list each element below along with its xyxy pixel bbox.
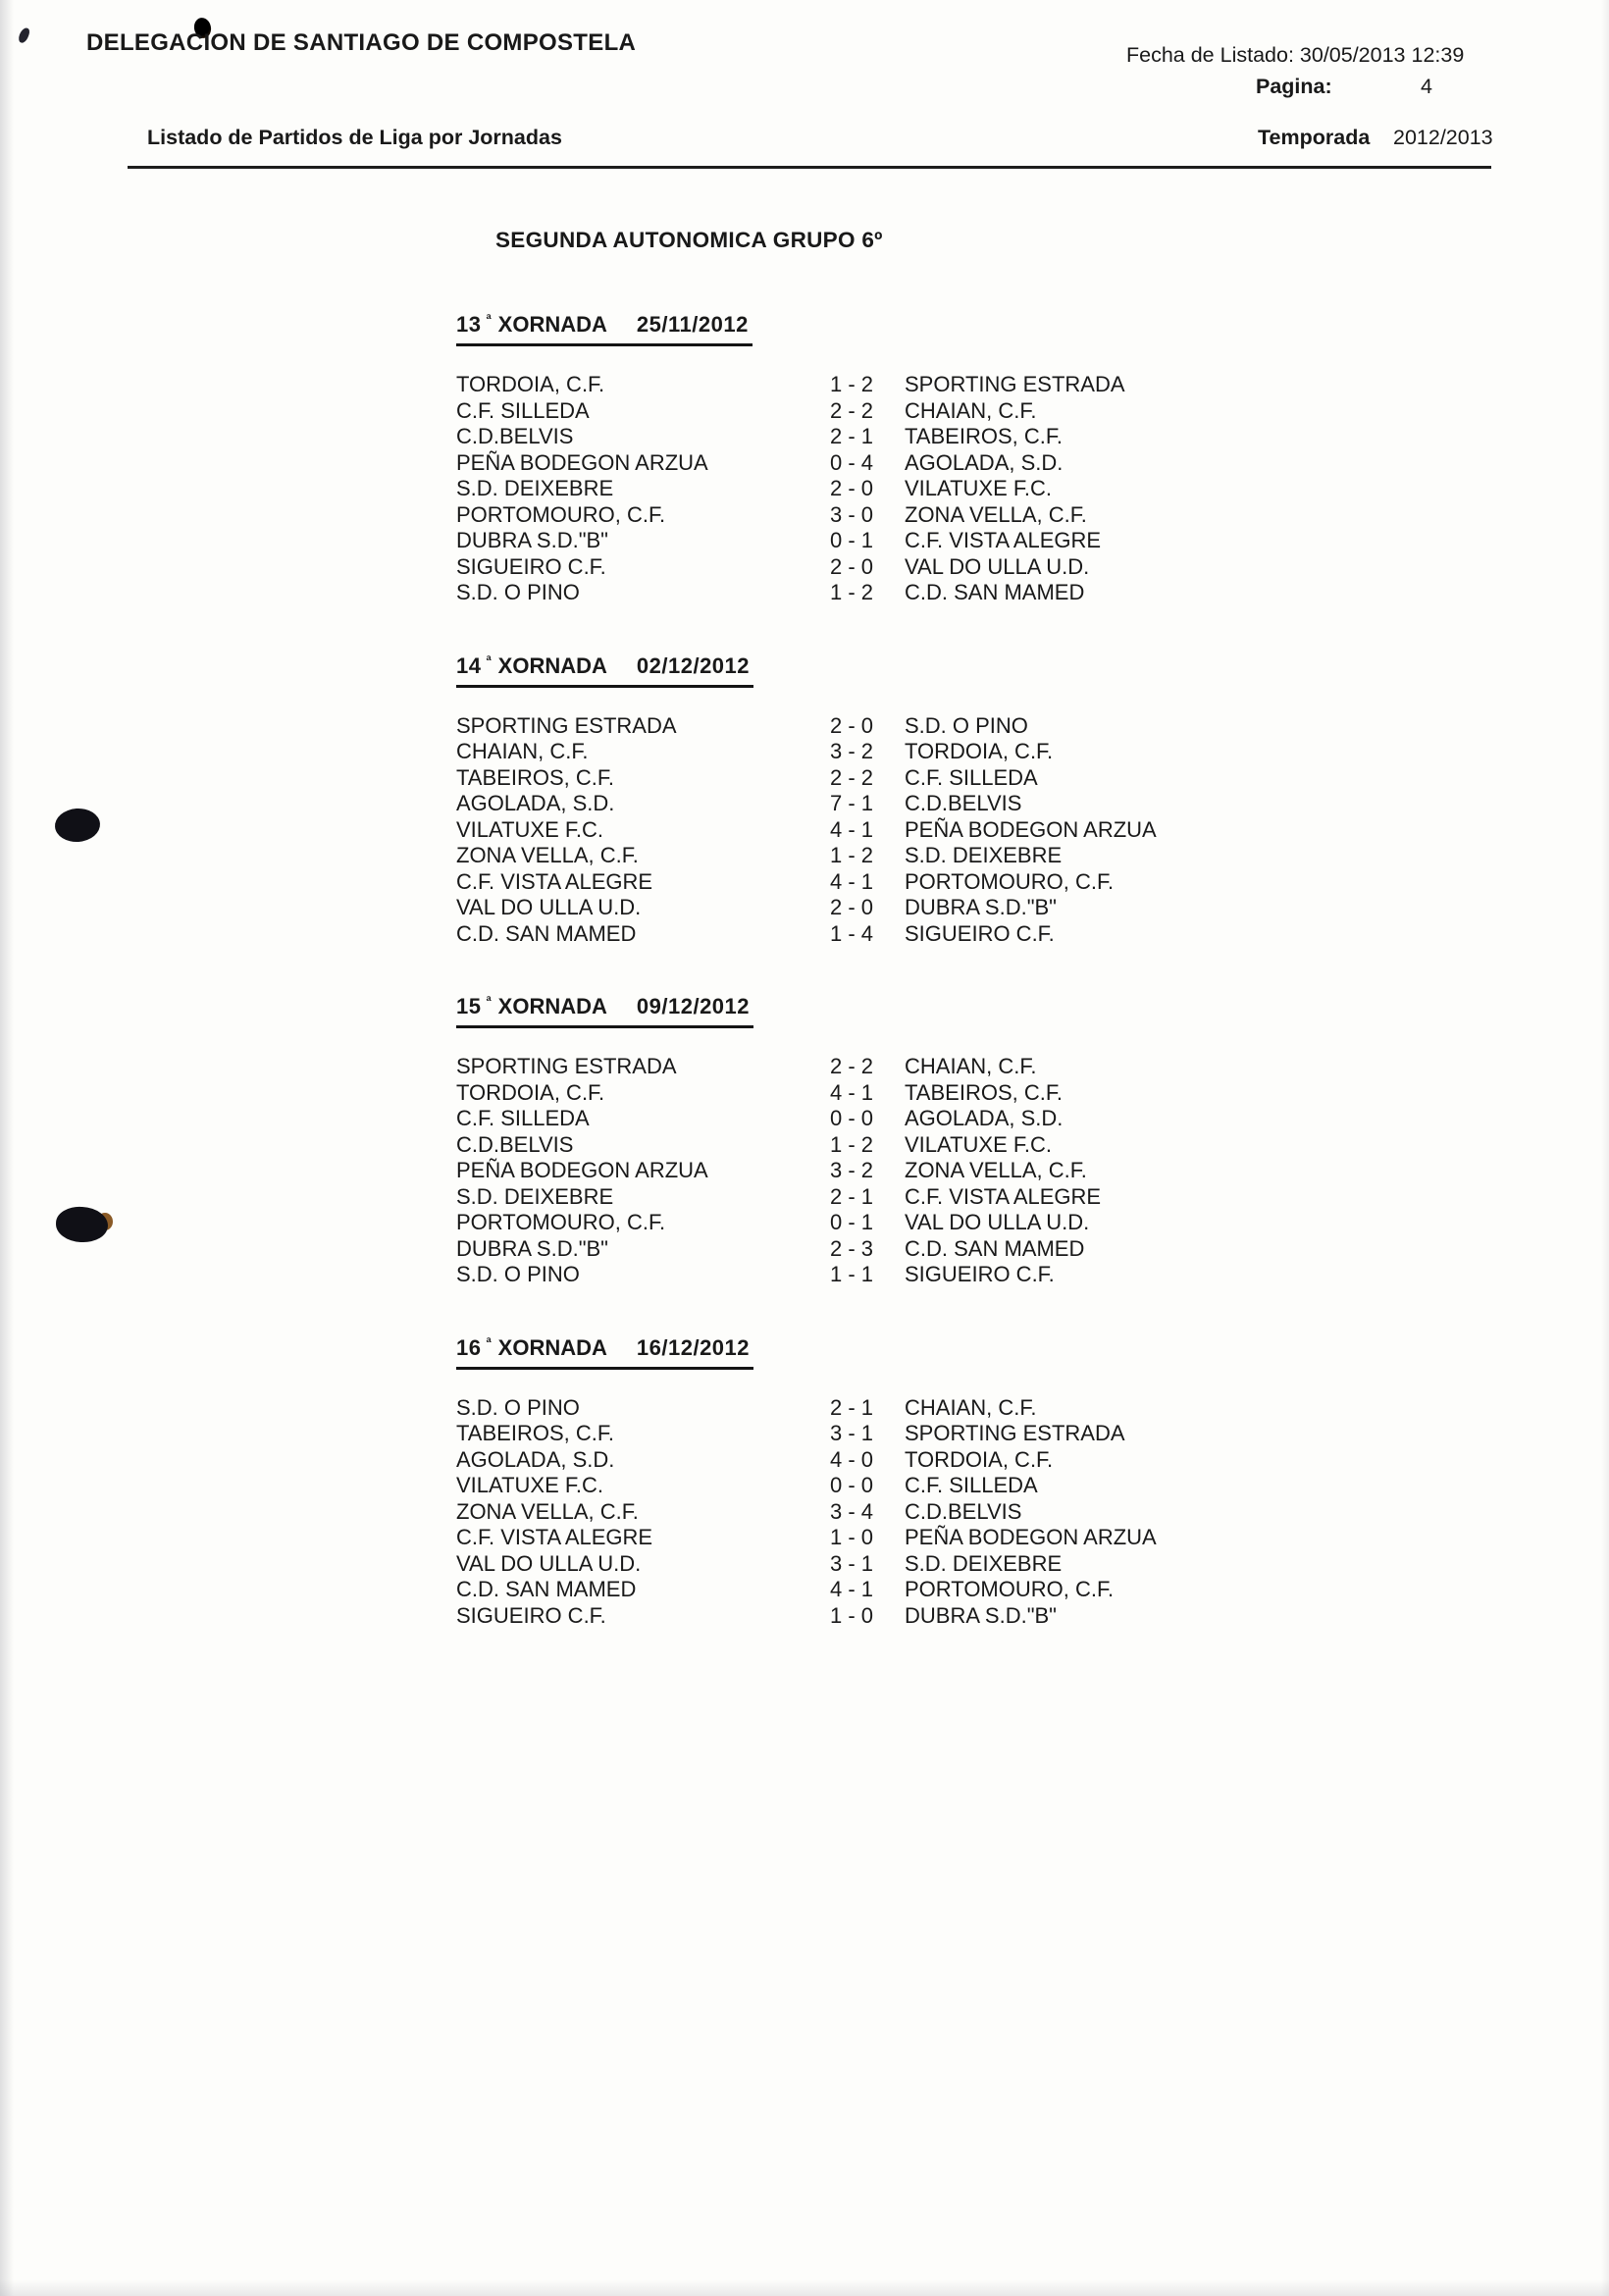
match-score: 4 - 1: [830, 1577, 874, 1601]
away-team: C.D.BELVIS: [905, 791, 1022, 815]
away-team: PEÑA BODEGON ARZUA: [905, 816, 1157, 842]
match-score: 3 - 1: [830, 1550, 874, 1576]
away-team: TABEIROS, C.F.: [905, 1079, 1063, 1105]
away-team: CHAIAN, C.F.: [905, 397, 1037, 423]
match-row: [456, 1525, 1202, 1551]
away-team: SIGUEIRO C.F.: [905, 1262, 1055, 1286]
home-team: S.D. DEIXEBRE: [456, 1183, 614, 1209]
away-team: CHAIAN, C.F.: [905, 1054, 1037, 1078]
match-row: [456, 1184, 1202, 1211]
jornada-label: XORNADA: [497, 652, 607, 678]
away-team: SPORTING ESTRADA: [905, 1421, 1125, 1445]
home-team: C.F. VISTA ALEGRE: [456, 868, 653, 894]
jornada-number: 15: [456, 994, 482, 1018]
match-row: [456, 843, 1202, 869]
away-team: C.F. SILLEDA: [905, 1473, 1038, 1497]
home-team: DUBRA S.D."B": [456, 528, 608, 552]
document-subtitle: Listado de Partidos de Liga por Jornadas: [147, 126, 562, 149]
fecha-listado-line: [1126, 43, 1464, 68]
jornada-date: 25/11/2012: [636, 312, 749, 337]
match-score: 0 - 0: [830, 1473, 874, 1497]
match-score: 1 - 1: [830, 1262, 874, 1286]
match-score: 1 - 2: [830, 372, 874, 396]
home-team: C.F. SILLEDA: [456, 397, 590, 423]
home-team: SPORTING ESTRADA: [456, 1054, 677, 1078]
match-row: [456, 1447, 1202, 1474]
match-row: [456, 791, 1202, 817]
home-team: C.F. SILLEDA: [456, 1106, 590, 1130]
away-team: ZONA VELLA, C.F.: [905, 1158, 1087, 1182]
away-team: C.F. VISTA ALEGRE: [905, 1183, 1102, 1209]
match-list: [456, 713, 1202, 948]
match-row: [456, 1080, 1202, 1107]
jornada-section: [456, 1335, 1202, 1630]
match-row: [456, 713, 1202, 740]
match-score: 7 - 1: [830, 791, 874, 815]
away-team: SPORTING ESTRADA: [905, 372, 1125, 396]
match-row: [456, 1236, 1202, 1263]
match-row: [456, 1106, 1202, 1132]
match-score: 1 - 2: [830, 1131, 874, 1157]
match-score: 0 - 1: [830, 528, 874, 552]
hole-punch-bottom: [55, 1206, 109, 1244]
match-score: 4 - 0: [830, 1446, 874, 1472]
away-team: S.D. DEIXEBRE: [905, 843, 1063, 867]
match-score: 2 - 2: [830, 1054, 874, 1078]
away-team: TORDOIA, C.F.: [905, 739, 1054, 763]
away-team: DUBRA S.D."B": [905, 895, 1057, 919]
jornada-ordinal: ª: [486, 311, 492, 327]
match-score: 4 - 1: [830, 816, 874, 842]
jornada-section: [456, 312, 1202, 606]
home-team: PORTOMOURO, C.F.: [456, 501, 666, 527]
match-score: 2 - 1: [830, 1394, 874, 1420]
temporada-value: 2012/2013: [1393, 126, 1493, 149]
away-team: PORTOMOURO, C.F.: [905, 1577, 1115, 1601]
away-team: AGOLADA, S.D.: [905, 449, 1064, 475]
match-row: [456, 1158, 1202, 1184]
match-score: 3 - 1: [830, 1421, 874, 1445]
home-team: SPORTING ESTRADA: [456, 712, 677, 738]
match-score: 2 - 2: [830, 764, 874, 790]
home-team: VAL DO ULLA U.D.: [456, 895, 642, 919]
home-team: C.F. VISTA ALEGRE: [456, 1525, 653, 1549]
match-score: 0 - 4: [830, 449, 874, 475]
match-row: [456, 1499, 1202, 1526]
home-team: ZONA VELLA, C.F.: [456, 843, 639, 867]
match-score: 2 - 1: [830, 1183, 874, 1209]
match-row: [456, 1132, 1202, 1159]
home-team: PORTOMOURO, C.F.: [456, 1210, 666, 1234]
home-team: PEÑA BODEGON ARZUA: [456, 1158, 708, 1182]
match-score: 3 - 2: [830, 739, 874, 763]
home-team: TORDOIA, C.F.: [456, 1079, 605, 1105]
jornada-number: 14: [456, 652, 482, 678]
jornada-header: [456, 312, 753, 346]
match-row: [456, 1577, 1202, 1603]
match-row: [456, 476, 1202, 502]
home-team: PEÑA BODEGON ARZUA: [456, 449, 708, 475]
home-team: VILATUXE F.C.: [456, 816, 603, 842]
match-score: 1 - 2: [830, 843, 874, 867]
home-team: TABEIROS, C.F.: [456, 764, 614, 790]
fecha-listado-value: 30/05/2013 12:39: [1299, 43, 1465, 67]
jornada-section: [456, 994, 1202, 1288]
header-rule: [128, 166, 1491, 169]
away-team: CHAIAN, C.F.: [905, 1394, 1037, 1420]
match-row: [456, 1054, 1202, 1080]
away-team: PORTOMOURO, C.F.: [905, 868, 1115, 894]
away-team: S.D. DEIXEBRE: [905, 1550, 1063, 1576]
home-team: AGOLADA, S.D.: [456, 791, 615, 815]
hole-punch-top: [54, 807, 101, 843]
pagina-label: Pagina:: [1256, 75, 1332, 98]
home-team: S.D. O PINO: [456, 580, 580, 604]
away-team: C.F. VISTA ALEGRE: [905, 528, 1102, 552]
scan-edge-bottom: [0, 2280, 1609, 2296]
organization-title: DELEGACION DE SANTIAGO DE COMPOSTELA: [86, 29, 637, 56]
away-team: VAL DO ULLA U.D.: [905, 1210, 1090, 1234]
home-team: TABEIROS, C.F.: [456, 1421, 614, 1445]
match-score: 1 - 0: [830, 1525, 874, 1549]
away-team: C.D. SAN MAMED: [905, 1235, 1085, 1261]
home-team: AGOLADA, S.D.: [456, 1446, 615, 1472]
jornada-label: XORNADA: [497, 994, 607, 1018]
match-row: [456, 450, 1202, 477]
home-team: C.D.BELVIS: [456, 1131, 574, 1157]
match-row: [456, 1210, 1202, 1236]
home-team: VAL DO ULLA U.D.: [456, 1550, 642, 1576]
jornada-section: [456, 653, 1202, 948]
match-row: [456, 398, 1202, 425]
pagina-value: 4: [1421, 75, 1432, 98]
jornada-ordinal: ª: [486, 993, 492, 1009]
home-team: C.D. SAN MAMED: [456, 1577, 637, 1601]
home-team: S.D. O PINO: [456, 1394, 580, 1420]
away-team: TORDOIA, C.F.: [905, 1446, 1054, 1472]
match-row: [456, 554, 1202, 581]
away-team: AGOLADA, S.D.: [905, 1106, 1064, 1130]
scan-edge-right: [1601, 0, 1609, 2296]
away-team: DUBRA S.D."B": [905, 1602, 1057, 1628]
home-team: S.D. DEIXEBRE: [456, 476, 614, 500]
match-row: [456, 869, 1202, 896]
match-score: 0 - 1: [830, 1210, 874, 1234]
match-row: [456, 1551, 1202, 1578]
match-row: [456, 1603, 1202, 1630]
match-score: 2 - 1: [830, 424, 874, 448]
match-score: 3 - 0: [830, 501, 874, 527]
match-row: [456, 1421, 1202, 1447]
jornada-header: [456, 1335, 753, 1370]
match-row: [456, 528, 1202, 554]
home-team: VILATUXE F.C.: [456, 1473, 603, 1497]
match-list: [456, 372, 1202, 606]
group-title: SEGUNDA AUTONOMICA GRUPO 6º: [495, 228, 883, 252]
match-row: [456, 580, 1202, 606]
match-score: 1 - 4: [830, 920, 874, 946]
home-team: DUBRA S.D."B": [456, 1235, 608, 1261]
ink-speck: [18, 26, 31, 44]
home-team: SIGUEIRO C.F.: [456, 553, 606, 579]
away-team: C.D. SAN MAMED: [905, 580, 1085, 604]
fecha-listado-label: Fecha de Listado:: [1126, 43, 1294, 67]
scan-edge-left: [0, 0, 14, 2296]
jornada-label: XORNADA: [497, 312, 607, 337]
home-team: C.D. SAN MAMED: [456, 920, 637, 946]
away-team: SIGUEIRO C.F.: [905, 920, 1055, 946]
away-team: C.F. SILLEDA: [905, 764, 1038, 790]
match-row: [456, 372, 1202, 398]
match-score: 2 - 3: [830, 1235, 874, 1261]
away-team: S.D. O PINO: [905, 712, 1028, 738]
match-list: [456, 1395, 1202, 1630]
jornada-header: [456, 653, 753, 688]
jornada-header: [456, 994, 753, 1028]
match-list: [456, 1054, 1202, 1288]
match-score: 4 - 1: [830, 1079, 874, 1105]
match-row: [456, 1473, 1202, 1499]
home-team: SIGUEIRO C.F.: [456, 1602, 606, 1628]
match-row: [456, 817, 1202, 844]
match-score: 2 - 0: [830, 712, 874, 738]
match-row: [456, 1395, 1202, 1422]
away-team: C.D.BELVIS: [905, 1498, 1022, 1524]
match-row: [456, 502, 1202, 529]
match-row: [456, 424, 1202, 450]
jornada-number: 13: [456, 312, 482, 337]
match-row: [456, 921, 1202, 948]
jornada-date: 09/12/2012: [636, 994, 751, 1018]
jornada-ordinal: ª: [486, 652, 492, 668]
match-score: 1 - 0: [830, 1602, 874, 1628]
jornada-number: 16: [456, 1334, 482, 1360]
match-score: 2 - 2: [830, 397, 874, 423]
match-score: 2 - 0: [830, 895, 874, 919]
away-team: VILATUXE F.C.: [905, 476, 1052, 500]
home-team: C.D.BELVIS: [456, 424, 574, 448]
away-team: VAL DO ULLA U.D.: [905, 553, 1090, 579]
home-team: ZONA VELLA, C.F.: [456, 1498, 639, 1524]
jornada-date: 16/12/2012: [636, 1334, 751, 1360]
home-team: CHAIAN, C.F.: [456, 739, 589, 763]
away-team: VILATUXE F.C.: [905, 1131, 1052, 1157]
match-score: 2 - 0: [830, 553, 874, 579]
home-team: TORDOIA, C.F.: [456, 372, 605, 396]
home-team: S.D. O PINO: [456, 1262, 580, 1286]
match-row: [456, 765, 1202, 792]
away-team: ZONA VELLA, C.F.: [905, 501, 1087, 527]
match-row: [456, 739, 1202, 765]
away-team: PEÑA BODEGON ARZUA: [905, 1525, 1157, 1549]
match-row: [456, 1262, 1202, 1288]
jornada-ordinal: ª: [486, 1333, 492, 1350]
match-score: 4 - 1: [830, 868, 874, 894]
match-score: 2 - 0: [830, 476, 874, 500]
match-score: 3 - 2: [830, 1158, 874, 1182]
match-row: [456, 895, 1202, 921]
temporada-label: Temporada: [1258, 126, 1371, 149]
match-score: 1 - 2: [830, 580, 874, 604]
jornada-date: 02/12/2012: [636, 652, 751, 678]
jornada-label: XORNADA: [497, 1334, 607, 1360]
match-score: 0 - 0: [830, 1106, 874, 1130]
jornadas-container: [456, 312, 1202, 1676]
away-team: TABEIROS, C.F.: [905, 424, 1063, 448]
match-score: 3 - 4: [830, 1498, 874, 1524]
